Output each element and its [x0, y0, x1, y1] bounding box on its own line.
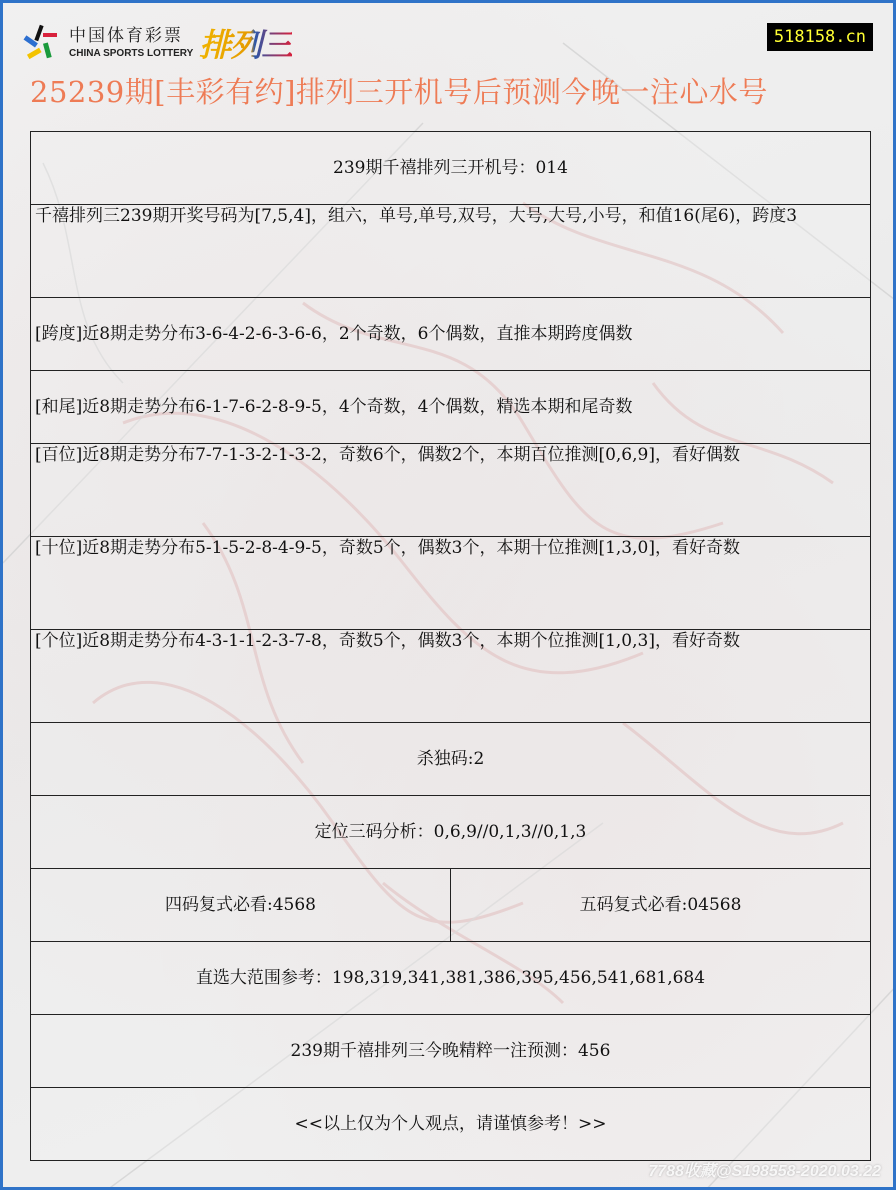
direct-range-cell: 直选大范围参考：198,319,341,381,386,395,456,541,681,684: [31, 942, 871, 1015]
table-row: [31, 132, 871, 205]
table-row: [31, 796, 871, 869]
opening-number-cell: 239期千禧排列三开机号：014: [31, 132, 871, 205]
draw-result-cell: 千禧排列三239期开奖号码为[7,5,4]，组六，单号,单号,双号，大号,大号,小号，和值16(尾6)，跨度3: [31, 205, 871, 298]
disclaimer-cell: <<以上仅为个人观点，请谨慎参考！>>: [31, 1088, 871, 1161]
table-row: [31, 371, 871, 444]
logo-chinese-text: 中国体育彩票: [69, 25, 183, 46]
lottery-logo: [21, 21, 292, 65]
tens-trend-cell: [十位]近8期走势分布5-1-5-2-8-4-9-5，奇数5个，偶数3个，本期十位推测[1,3,0]，看好奇数: [31, 537, 871, 630]
table-row: [31, 1088, 871, 1161]
prediction-table: [30, 131, 871, 1161]
single-prediction-cell: 239期千禧排列三今晚精粹一注预测：456: [31, 1015, 871, 1088]
table-row: [31, 630, 871, 723]
table-row: [31, 537, 871, 630]
table-row: [31, 298, 871, 371]
game-name-logo: 排列三: [199, 20, 292, 66]
span-trend-cell: [跨度]近8期走势分布3-6-4-2-6-3-6-6，2个奇数，6个偶数，直推本期跨度偶数: [31, 298, 871, 371]
table-row: [31, 723, 871, 796]
units-trend-cell: [个位]近8期走势分布4-3-1-1-2-3-7-8，奇数5个，偶数3个，本期个位推测[1,0,3]，看好奇数: [31, 630, 871, 723]
five-code-cell: 五码复式必看:04568: [451, 869, 871, 942]
china-sports-lottery-logo-icon: [21, 21, 65, 65]
logo-english-text: CHINA SPORTS LOTTERY: [69, 47, 194, 59]
table-row: [31, 205, 871, 298]
site-badge[interactable]: 518158.cn: [767, 23, 873, 51]
hundreds-trend-cell: [百位]近8期走势分布7-7-1-3-2-1-3-2，奇数6个，偶数2个，本期百位推测[0,6,9]，看好偶数: [31, 444, 871, 537]
sum-tail-trend-cell: [和尾]近8期走势分布6-1-7-6-2-8-9-5，4个奇数，4个偶数，精选本期和尾奇数: [31, 371, 871, 444]
four-code-cell: 四码复式必看:4568: [31, 869, 451, 942]
table-row: [31, 444, 871, 537]
kill-number-cell: 杀独码:2: [31, 723, 871, 796]
table-row: [31, 869, 871, 942]
page-title: 25239期[丰彩有约]排列三开机号后预测今晚一注心水号: [30, 75, 768, 109]
table-row: [31, 1015, 871, 1088]
watermark: 7788收藏@S198558-2020.03.22: [648, 1163, 881, 1180]
table-row: [31, 942, 871, 1015]
position-analysis-cell: 定位三码分析：0,6,9//0,1,3//0,1,3: [31, 796, 871, 869]
